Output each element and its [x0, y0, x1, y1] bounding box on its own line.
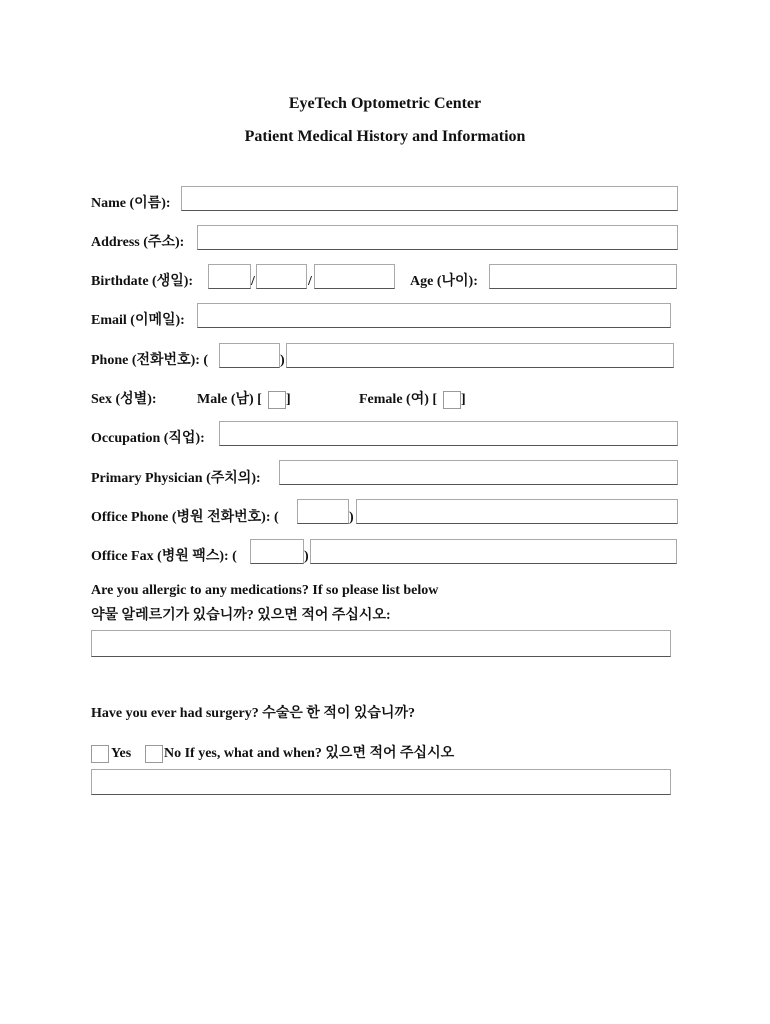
office-phone-area-code-field[interactable]	[297, 499, 349, 524]
close-paren: )	[349, 510, 354, 525]
address-field[interactable]	[197, 225, 678, 250]
phone-label: Phone (전화번호): (	[91, 353, 209, 368]
form-org-title: EyeTech Optometric Center	[288, 95, 482, 112]
female-checkbox[interactable]	[443, 391, 461, 409]
surgery-question: Have you ever had surgery? 수술은 한 적이 있습니까?	[91, 706, 415, 721]
surgery-details-field[interactable]	[91, 769, 671, 795]
name-field[interactable]	[181, 186, 678, 211]
birth-year-field[interactable]	[314, 264, 395, 289]
physician-label: Primary Physician (주치의):	[91, 471, 261, 486]
sex-label: Sex (성별):	[91, 392, 157, 407]
date-separator: /	[251, 274, 255, 289]
date-separator: /	[308, 274, 312, 289]
physician-field[interactable]	[279, 460, 678, 485]
office-fax-area-code-field[interactable]	[250, 539, 304, 564]
surgery-no-label: No If yes, what and when? 있으면 적어 주십시오	[164, 746, 455, 761]
office-phone-number-field[interactable]	[356, 499, 678, 524]
close-paren: )	[280, 353, 285, 368]
female-label: Female (여) [	[359, 392, 438, 407]
phone-area-code-field[interactable]	[219, 343, 280, 368]
email-field[interactable]	[197, 303, 671, 328]
birth-month-field[interactable]	[208, 264, 251, 289]
birth-day-field[interactable]	[256, 264, 307, 289]
age-field[interactable]	[489, 264, 677, 289]
name-label: Name (이름):	[91, 196, 171, 211]
office-fax-number-field[interactable]	[310, 539, 677, 564]
surgery-yes-checkbox[interactable]	[91, 745, 109, 763]
surgery-no-checkbox[interactable]	[145, 745, 163, 763]
office-phone-label: Office Phone (병원 전화번호): (	[91, 510, 279, 525]
close-bracket: ]	[461, 392, 466, 407]
office-fax-label: Office Fax (병원 팩스): (	[91, 549, 237, 564]
address-label: Address (주소):	[91, 235, 185, 250]
occupation-field[interactable]	[219, 421, 678, 446]
allergy-question-ko: 약물 알레르기가 있습니까? 있으면 적어 주십시오:	[91, 608, 391, 623]
surgery-yes-label: Yes	[111, 746, 132, 761]
allergy-question-en: Are you allergic to any medications? If so please list below	[91, 583, 439, 598]
close-bracket: ]	[286, 392, 291, 407]
close-paren: )	[304, 549, 309, 564]
email-label: Email (이메일):	[91, 313, 185, 328]
occupation-label: Occupation (직업):	[91, 431, 205, 446]
age-label: Age (나이):	[410, 274, 478, 289]
male-label: Male (남) [	[197, 392, 262, 407]
birthdate-label: Birthdate (생일):	[91, 274, 194, 289]
form-subtitle: Patient Medical History and Information	[244, 128, 526, 145]
male-checkbox[interactable]	[268, 391, 286, 409]
phone-number-field[interactable]	[286, 343, 674, 368]
allergy-field[interactable]	[91, 630, 671, 657]
